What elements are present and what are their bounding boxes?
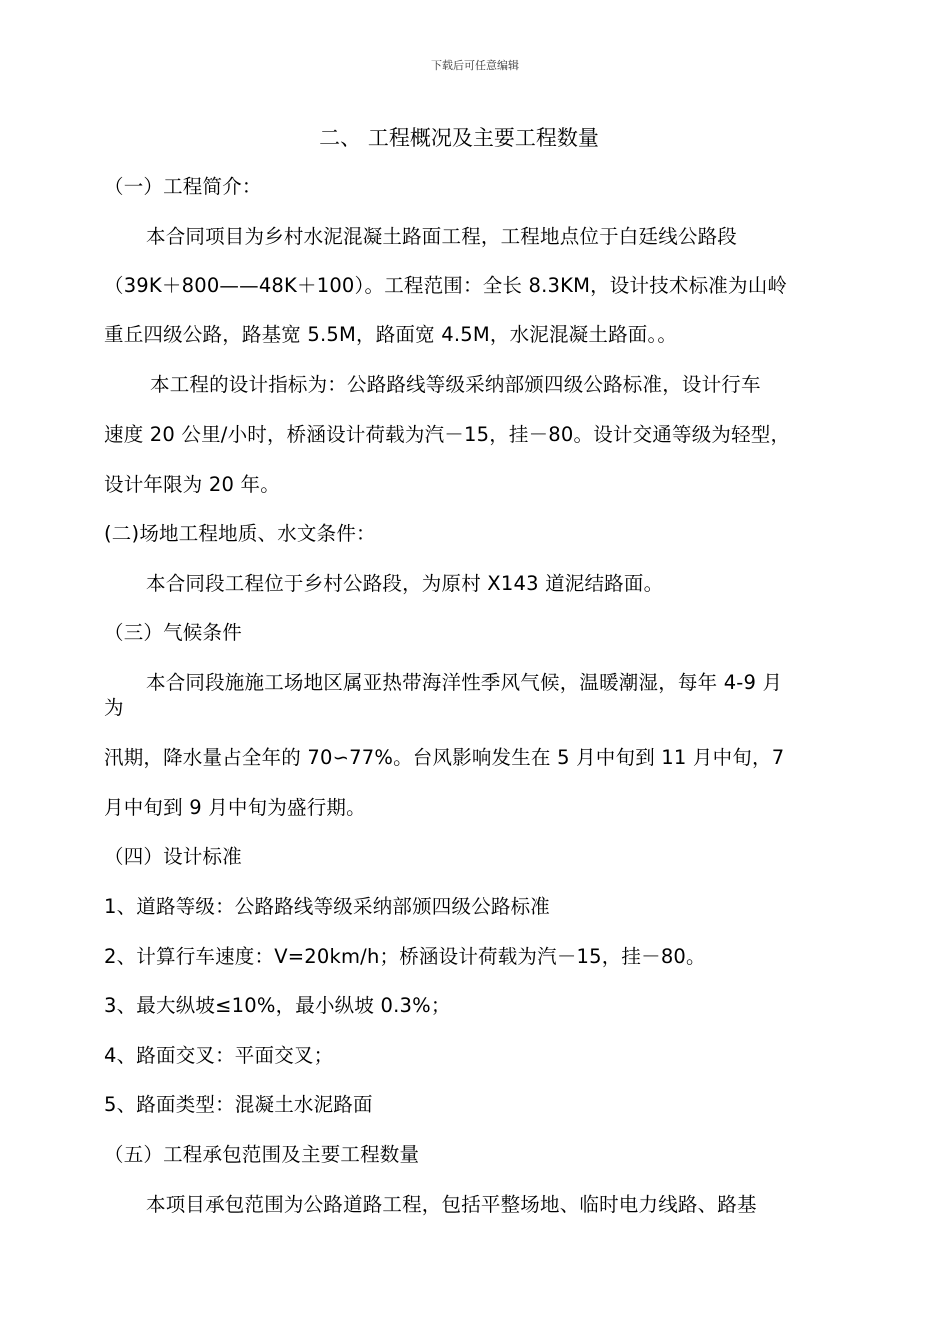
subsection-heading-geology: (二)场地工程地质、水文条件：	[104, 522, 376, 545]
paragraph-line: 汛期，降水量占全年的 70∽77%。台风影响发生在 5 月中旬到 11 月中旬，7	[104, 746, 785, 769]
paragraph-line: 本合同段工程位于乡村公路段，为原村 X143 道泥结路面。	[146, 572, 664, 595]
list-item: 1、道路等级：公路路线等级采纳部颁四级公路标准	[104, 895, 551, 918]
subsection-heading-design-standard: （四）设计标准	[104, 845, 242, 868]
paragraph-line: 本合同项目为乡村水泥混凝土路面工程，工程地点位于白廷线公路段	[146, 225, 738, 248]
list-item: 2、计算行车速度：V=20km/h；桥涵设计荷载为汽－15，挂－80。	[104, 945, 706, 968]
paragraph-line: 设计年限为 20 年。	[104, 473, 280, 496]
subsection-heading-climate: （三）气候条件	[104, 621, 242, 644]
paragraph-line: 为	[104, 696, 124, 719]
paragraph-line: 月中旬到 9 月中旬为盛行期。	[104, 796, 366, 819]
list-item: 3、最大纵坡≤10%，最小纵坡 0.3%；	[104, 994, 451, 1017]
list-item: 4、路面交叉：平面交叉；	[104, 1044, 334, 1067]
page-header-note: 下载后可任意编辑	[431, 59, 519, 72]
paragraph-line: 本合同段施施工场地区属亚热带海洋性季风气候，温暖潮湿，每年 4-9 月	[146, 671, 783, 694]
paragraph-line: 本项目承包范围为公路道路工程，包括平整场地、临时电力线路、路基	[146, 1193, 757, 1216]
list-item: 5、路面类型：混凝土水泥路面	[104, 1093, 373, 1116]
paragraph-line: 速度 20 公里/小时，桥涵设计荷载为汽－15，挂－80。设计交通等级为轻型，	[104, 423, 791, 446]
paragraph-line: （39K＋800——48K＋100）。工程范围：全长 8.3KM，设计技术标准为山岭	[104, 274, 788, 297]
paragraph-line: 本工程的设计指标为：公路路线等级采纳部颁四级公路标准，设计行车	[150, 373, 761, 396]
subsection-heading-overview: （一）工程简介：	[104, 175, 262, 198]
paragraph-line: 重丘四级公路，路基宽 5.5M，路面宽 4.5M，水泥混凝土路面。。	[104, 323, 678, 346]
section-title: 二、 工程概况及主要工程数量	[319, 126, 599, 150]
subsection-heading-scope: （五）工程承包范围及主要工程数量	[104, 1143, 420, 1166]
